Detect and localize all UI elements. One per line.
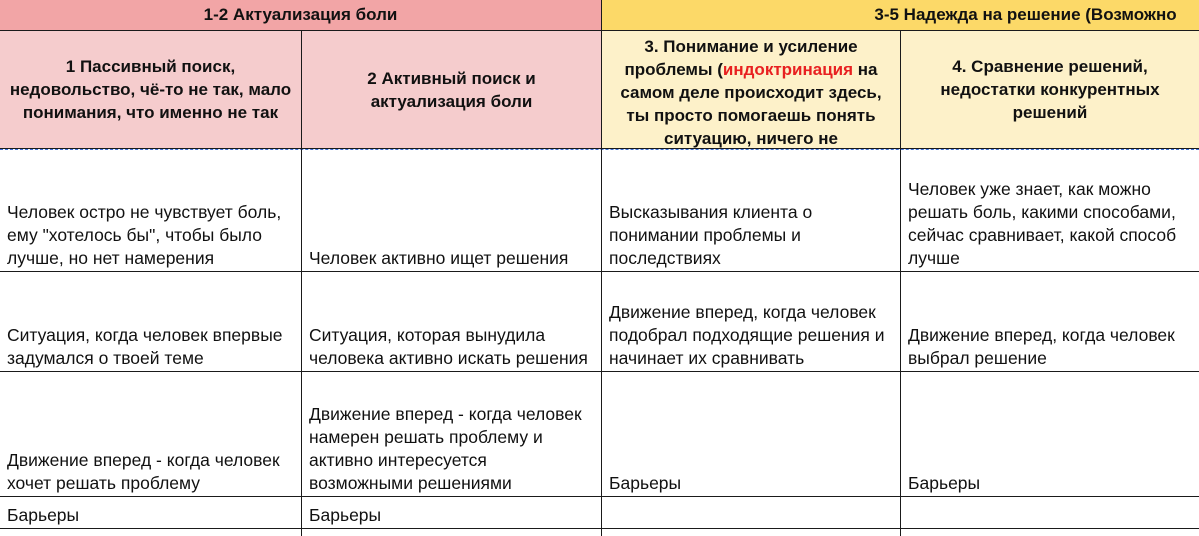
cell-text: Человек активно ищет решения [309,248,569,268]
table-cell[interactable] [0,529,302,536]
cell-text: Человек остро не чувствует боль, ему "хотелось бы", чтобы было лучше, но нет намерения [7,202,282,268]
header-problem-highlight: индоктринация [722,60,854,79]
group-header-hope-label: 3-5 Надежда на решение (Возможно [874,5,1177,24]
table-cell[interactable] [302,372,602,497]
cell-text: Ситуация, когда человек впервые задумался о твоей теме [7,325,283,368]
cell-text: Движение вперед - когда человек намерен решать проблему и активно интересуется возможными решениями [309,404,582,493]
table-cell[interactable] [901,149,1199,272]
table-cell[interactable] [602,272,901,372]
header-problem-prefix: 3. Понимание и усиление проблемы ( [624,37,858,79]
table-cell[interactable] [0,149,302,272]
cell-text: Барьеры [7,505,80,525]
table-cell[interactable] [302,149,602,272]
header-problem-suffix: на самом деле происходит здесь, ты просто помогаешь понять ситуацию, ничего не [620,60,882,148]
cell-text: Человек уже знает, как можно решать боль, какими способами, сейчас сравнивает, какой способ лучше [908,179,1177,268]
table-cell[interactable] [602,497,901,529]
table-cell[interactable] [602,149,901,272]
cell-text: Барьеры [309,505,382,525]
cell-text: Барьеры [609,473,682,493]
table-cell[interactable] [901,497,1199,529]
cell-text: Движение вперед - когда человек хочет решать проблему [7,450,280,493]
header-active-search[interactable] [302,31,602,149]
cell-text: Высказывания клиента о понимании проблемы и последствиях [609,202,813,268]
table-cell[interactable] [901,372,1199,497]
cell-text: Ситуация, которая вынудила человека активно искать решения [309,325,588,368]
table-cell[interactable] [302,497,602,529]
table-cell[interactable] [901,272,1199,372]
table-cell[interactable] [602,529,901,536]
header-passive-search[interactable] [0,31,302,149]
table-cell[interactable] [302,272,602,372]
table-cell[interactable] [0,272,302,372]
group-header-pain[interactable] [0,0,602,31]
table-cell[interactable] [602,372,901,497]
cell-text: Движение вперед, когда человек подобрал подходящие решения и начинает их сравнивать [609,302,885,368]
cell-text: Движение вперед, когда человек выбрал решение [908,325,1175,368]
group-header-hope[interactable] [602,0,1199,31]
group-header-pain-label: 1-2 Актуализация боли [203,5,398,24]
header-active-search-label: 2 Активный поиск и актуализация боли [367,68,536,111]
table-cell[interactable] [302,529,602,536]
header-passive-search-label: 1 Пассивный поиск, недовольство, чё-то не так, мало понимания, что именно не так [9,57,292,122]
table-cell[interactable] [0,372,302,497]
header-solution-comparison[interactable] [901,31,1199,149]
header-problem-understanding-label [608,35,894,149]
cell-text: Барьеры [908,473,981,493]
table-cell[interactable] [901,529,1199,536]
header-problem-understanding[interactable] [602,31,901,149]
table-cell[interactable] [0,497,302,529]
header-solution-comparison-label: 4. Сравнение решений, недостатки конкурентных решений [940,57,1160,122]
